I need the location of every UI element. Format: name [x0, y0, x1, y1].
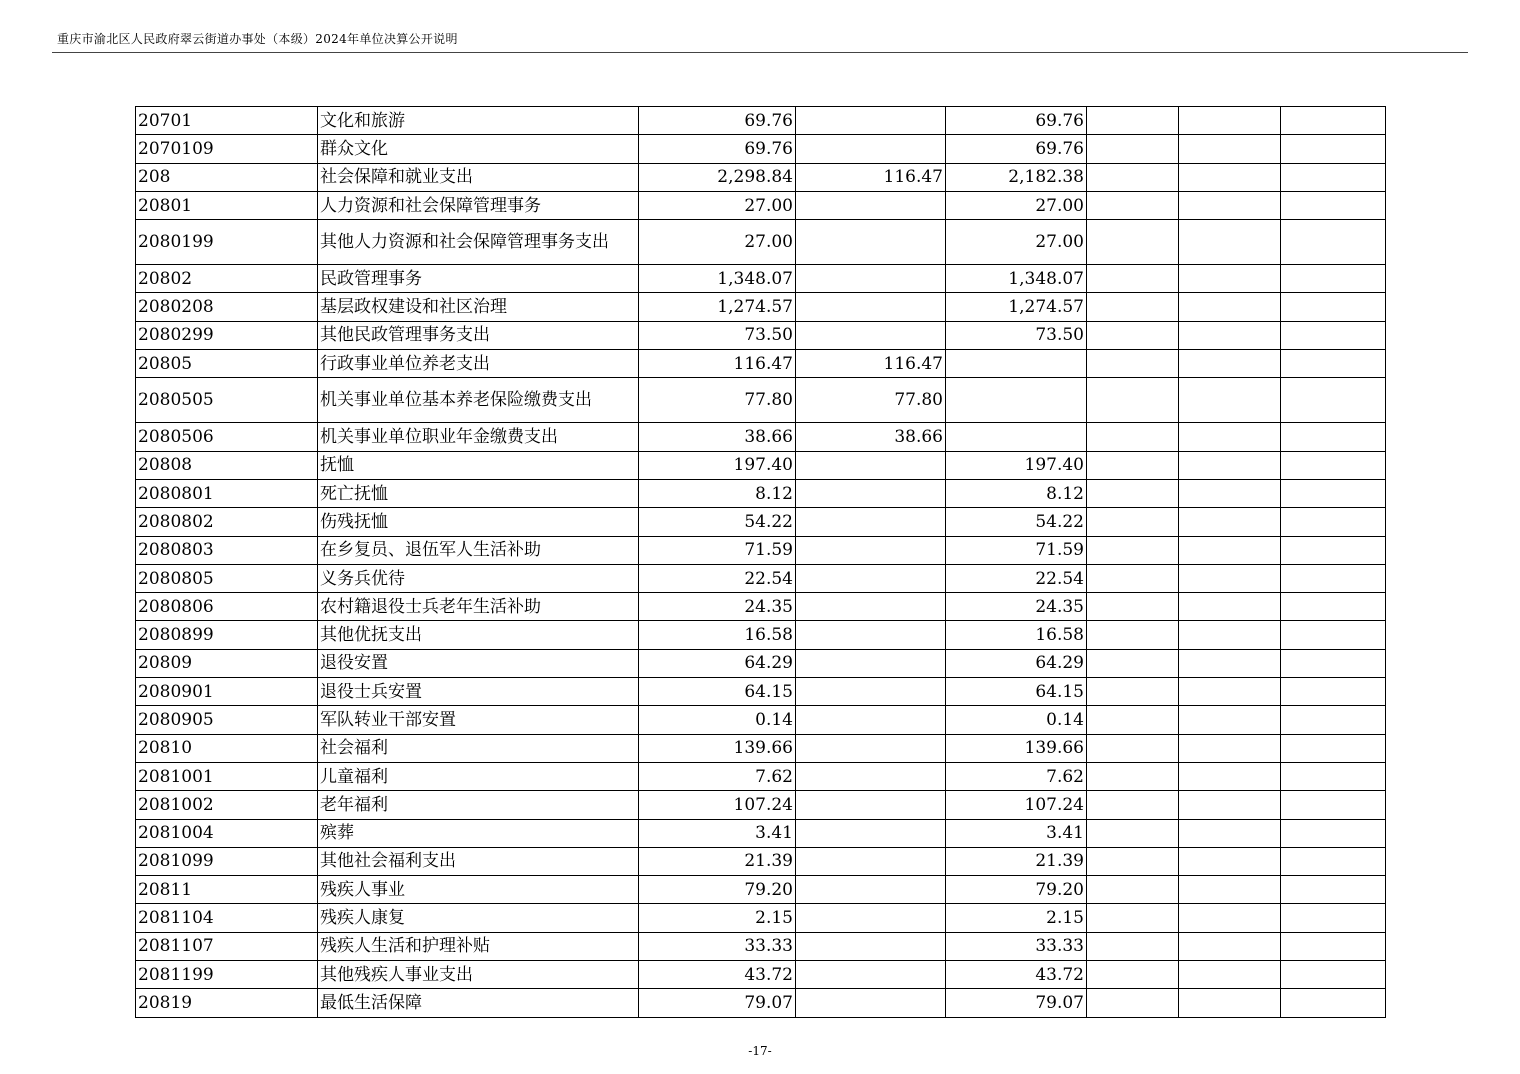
- cell-subject-code: 2080805: [136, 564, 318, 592]
- cell-blank: [1281, 791, 1386, 819]
- cell-total: 43.72: [639, 961, 796, 989]
- cell-subject-code: 2080901: [136, 678, 318, 706]
- cell-blank: [1087, 508, 1179, 536]
- cell-project-expenditure: 2.15: [946, 904, 1087, 932]
- cell-basic-expenditure: 77.80: [796, 378, 946, 423]
- cell-subject-name: 死亡抚恤: [318, 479, 639, 507]
- cell-total: 1,348.07: [639, 265, 796, 293]
- cell-blank: [1179, 791, 1281, 819]
- cell-blank: [1179, 904, 1281, 932]
- cell-blank: [1179, 762, 1281, 790]
- cell-basic-expenditure: [796, 621, 946, 649]
- cell-subject-name: 最低生活保障: [318, 989, 639, 1017]
- cell-subject-code: 20808: [136, 451, 318, 479]
- table-row: [136, 621, 1386, 649]
- cell-project-expenditure: 64.15: [946, 678, 1087, 706]
- cell-blank: [1281, 293, 1386, 321]
- cell-subject-code: 20810: [136, 734, 318, 762]
- cell-project-expenditure: 71.59: [946, 536, 1087, 564]
- cell-blank: [1281, 451, 1386, 479]
- cell-blank: [1281, 847, 1386, 875]
- cell-total: 33.33: [639, 932, 796, 960]
- cell-blank: [1179, 621, 1281, 649]
- cell-subject-code: 208: [136, 163, 318, 191]
- cell-basic-expenditure: [796, 265, 946, 293]
- cell-basic-expenditure: [796, 904, 946, 932]
- cell-blank: [1281, 678, 1386, 706]
- cell-blank: [1281, 191, 1386, 219]
- cell-basic-expenditure: [796, 107, 946, 135]
- cell-blank: [1087, 791, 1179, 819]
- cell-total: 54.22: [639, 508, 796, 536]
- cell-subject-name: 殡葬: [318, 819, 639, 847]
- cell-basic-expenditure: [796, 762, 946, 790]
- cell-total: 69.76: [639, 135, 796, 163]
- document-header-title: 重庆市渝北区人民政府翠云街道办事处（本级）2024年单位决算公开说明: [57, 32, 458, 46]
- cell-total: 0.14: [639, 706, 796, 734]
- cell-project-expenditure: 0.14: [946, 706, 1087, 734]
- cell-basic-expenditure: [796, 191, 946, 219]
- cell-subject-name: 残疾人康复: [318, 904, 639, 932]
- cell-blank: [1087, 350, 1179, 378]
- table-row: [136, 220, 1386, 265]
- cell-blank: [1087, 423, 1179, 451]
- cell-basic-expenditure: [796, 734, 946, 762]
- cell-blank: [1179, 989, 1281, 1017]
- cell-subject-code: 2080899: [136, 621, 318, 649]
- cell-blank: [1087, 220, 1179, 265]
- cell-basic-expenditure: [796, 989, 946, 1017]
- cell-project-expenditure: 27.00: [946, 191, 1087, 219]
- table-row: [136, 734, 1386, 762]
- cell-project-expenditure: 2,182.38: [946, 163, 1087, 191]
- cell-total: 8.12: [639, 479, 796, 507]
- cell-basic-expenditure: [796, 706, 946, 734]
- cell-subject-name: 农村籍退役士兵老年生活补助: [318, 593, 639, 621]
- cell-project-expenditure: [946, 350, 1087, 378]
- cell-blank: [1087, 706, 1179, 734]
- cell-subject-code: 2080505: [136, 378, 318, 423]
- cell-blank: [1179, 107, 1281, 135]
- cell-total: 27.00: [639, 191, 796, 219]
- cell-project-expenditure: 7.62: [946, 762, 1087, 790]
- page-number: -17-: [748, 1044, 772, 1058]
- cell-subject-name: 其他民政管理事务支出: [318, 321, 639, 349]
- cell-subject-name: 行政事业单位养老支出: [318, 350, 639, 378]
- cell-subject-name: 在乡复员、退伍军人生活补助: [318, 536, 639, 564]
- cell-basic-expenditure: [796, 932, 946, 960]
- cell-total: 139.66: [639, 734, 796, 762]
- expenditure-table: [135, 106, 1386, 1018]
- cell-blank: [1087, 961, 1179, 989]
- cell-blank: [1179, 961, 1281, 989]
- cell-blank: [1281, 508, 1386, 536]
- header-divider: [52, 52, 1468, 53]
- cell-total: 16.58: [639, 621, 796, 649]
- table-row: [136, 378, 1386, 423]
- cell-basic-expenditure: [796, 220, 946, 265]
- table-row: [136, 989, 1386, 1017]
- cell-blank: [1281, 536, 1386, 564]
- cell-blank: [1087, 451, 1179, 479]
- cell-blank: [1179, 293, 1281, 321]
- cell-subject-name: 其他优抚支出: [318, 621, 639, 649]
- cell-blank: [1179, 191, 1281, 219]
- cell-basic-expenditure: 116.47: [796, 350, 946, 378]
- cell-blank: [1281, 762, 1386, 790]
- cell-blank: [1281, 350, 1386, 378]
- cell-subject-name: 退役士兵安置: [318, 678, 639, 706]
- cell-subject-name: 人力资源和社会保障管理事务: [318, 191, 639, 219]
- cell-blank: [1087, 293, 1179, 321]
- cell-total: 24.35: [639, 593, 796, 621]
- cell-total: 64.15: [639, 678, 796, 706]
- cell-project-expenditure: 64.29: [946, 649, 1087, 677]
- cell-subject-name: 残疾人事业: [318, 876, 639, 904]
- cell-total: 2.15: [639, 904, 796, 932]
- cell-subject-name: 文化和旅游: [318, 107, 639, 135]
- cell-project-expenditure: 1,274.57: [946, 293, 1087, 321]
- cell-total: 116.47: [639, 350, 796, 378]
- cell-project-expenditure: 16.58: [946, 621, 1087, 649]
- cell-subject-code: 2080299: [136, 321, 318, 349]
- cell-subject-name: 军队转业干部安置: [318, 706, 639, 734]
- cell-subject-code: 2081107: [136, 932, 318, 960]
- cell-subject-code: 2080803: [136, 536, 318, 564]
- table-row: [136, 876, 1386, 904]
- cell-blank: [1179, 706, 1281, 734]
- cell-blank: [1087, 904, 1179, 932]
- cell-blank: [1087, 593, 1179, 621]
- cell-subject-name: 民政管理事务: [318, 265, 639, 293]
- cell-subject-code: 2080802: [136, 508, 318, 536]
- cell-total: 197.40: [639, 451, 796, 479]
- cell-subject-code: 20811: [136, 876, 318, 904]
- cell-subject-code: 20701: [136, 107, 318, 135]
- cell-blank: [1281, 423, 1386, 451]
- cell-blank: [1087, 321, 1179, 349]
- cell-blank: [1087, 191, 1179, 219]
- cell-basic-expenditure: 38.66: [796, 423, 946, 451]
- cell-project-expenditure: 197.40: [946, 451, 1087, 479]
- cell-subject-code: 2070109: [136, 135, 318, 163]
- cell-project-expenditure: 69.76: [946, 135, 1087, 163]
- table-row: [136, 593, 1386, 621]
- cell-project-expenditure: 27.00: [946, 220, 1087, 265]
- cell-blank: [1281, 163, 1386, 191]
- cell-basic-expenditure: [796, 135, 946, 163]
- cell-blank: [1281, 564, 1386, 592]
- cell-blank: [1179, 876, 1281, 904]
- cell-project-expenditure: 3.41: [946, 819, 1087, 847]
- cell-blank: [1087, 564, 1179, 592]
- cell-subject-code: 2080208: [136, 293, 318, 321]
- cell-blank: [1087, 378, 1179, 423]
- cell-project-expenditure: 1,348.07: [946, 265, 1087, 293]
- cell-blank: [1179, 734, 1281, 762]
- cell-blank: [1179, 508, 1281, 536]
- cell-blank: [1281, 649, 1386, 677]
- cell-blank: [1281, 107, 1386, 135]
- cell-total: 77.80: [639, 378, 796, 423]
- cell-basic-expenditure: [796, 649, 946, 677]
- cell-subject-code: 2080801: [136, 479, 318, 507]
- cell-subject-code: 20819: [136, 989, 318, 1017]
- cell-total: 27.00: [639, 220, 796, 265]
- table-row: [136, 706, 1386, 734]
- cell-blank: [1281, 706, 1386, 734]
- cell-basic-expenditure: [796, 451, 946, 479]
- table-row: [136, 536, 1386, 564]
- cell-subject-code: 2080806: [136, 593, 318, 621]
- cell-basic-expenditure: [796, 508, 946, 536]
- cell-subject-name: 机关事业单位基本养老保险缴费支出: [318, 378, 639, 423]
- cell-blank: [1087, 932, 1179, 960]
- cell-subject-name: 残疾人生活和护理补贴: [318, 932, 639, 960]
- cell-subject-name: 社会保障和就业支出: [318, 163, 639, 191]
- cell-blank: [1281, 593, 1386, 621]
- cell-total: 1,274.57: [639, 293, 796, 321]
- cell-blank: [1179, 350, 1281, 378]
- table-row: [136, 508, 1386, 536]
- cell-total: 38.66: [639, 423, 796, 451]
- table-row: [136, 293, 1386, 321]
- table-row: [136, 847, 1386, 875]
- cell-subject-name: 义务兵优待: [318, 564, 639, 592]
- cell-blank: [1087, 847, 1179, 875]
- cell-basic-expenditure: [796, 847, 946, 875]
- cell-total: 79.07: [639, 989, 796, 1017]
- cell-blank: [1281, 819, 1386, 847]
- cell-project-expenditure: [946, 423, 1087, 451]
- cell-subject-code: 20805: [136, 350, 318, 378]
- cell-total: 71.59: [639, 536, 796, 564]
- cell-blank: [1087, 536, 1179, 564]
- cell-blank: [1281, 220, 1386, 265]
- table-row: [136, 819, 1386, 847]
- table-row: [136, 107, 1386, 135]
- cell-blank: [1179, 536, 1281, 564]
- cell-total: 107.24: [639, 791, 796, 819]
- cell-project-expenditure: 79.07: [946, 989, 1087, 1017]
- cell-subject-code: 20801: [136, 191, 318, 219]
- table-row: [136, 451, 1386, 479]
- cell-blank: [1281, 904, 1386, 932]
- cell-blank: [1281, 479, 1386, 507]
- cell-basic-expenditure: [796, 321, 946, 349]
- table-row: [136, 564, 1386, 592]
- cell-total: 7.62: [639, 762, 796, 790]
- cell-subject-code: 20809: [136, 649, 318, 677]
- cell-blank: [1281, 378, 1386, 423]
- cell-subject-code: 2081199: [136, 961, 318, 989]
- cell-subject-name: 社会福利: [318, 734, 639, 762]
- cell-subject-name: 抚恤: [318, 451, 639, 479]
- table-row: [136, 649, 1386, 677]
- cell-blank: [1179, 321, 1281, 349]
- cell-blank: [1179, 135, 1281, 163]
- cell-basic-expenditure: [796, 564, 946, 592]
- cell-blank: [1281, 621, 1386, 649]
- table-row: [136, 135, 1386, 163]
- cell-total: 64.29: [639, 649, 796, 677]
- cell-blank: [1087, 265, 1179, 293]
- cell-blank: [1179, 423, 1281, 451]
- table-row: [136, 904, 1386, 932]
- cell-project-expenditure: 69.76: [946, 107, 1087, 135]
- cell-project-expenditure: 73.50: [946, 321, 1087, 349]
- cell-total: 21.39: [639, 847, 796, 875]
- cell-blank: [1087, 135, 1179, 163]
- cell-project-expenditure: 79.20: [946, 876, 1087, 904]
- cell-blank: [1179, 593, 1281, 621]
- cell-subject-code: 2081001: [136, 762, 318, 790]
- table-row: [136, 932, 1386, 960]
- cell-blank: [1179, 847, 1281, 875]
- cell-basic-expenditure: [796, 536, 946, 564]
- cell-project-expenditure: 21.39: [946, 847, 1087, 875]
- cell-blank: [1087, 989, 1179, 1017]
- cell-blank: [1179, 265, 1281, 293]
- table-row: [136, 791, 1386, 819]
- cell-total: 79.20: [639, 876, 796, 904]
- cell-blank: [1179, 479, 1281, 507]
- cell-blank: [1179, 163, 1281, 191]
- cell-blank: [1087, 734, 1179, 762]
- cell-subject-name: 退役安置: [318, 649, 639, 677]
- cell-blank: [1281, 961, 1386, 989]
- cell-blank: [1179, 451, 1281, 479]
- cell-subject-name: 老年福利: [318, 791, 639, 819]
- cell-total: 22.54: [639, 564, 796, 592]
- cell-blank: [1179, 378, 1281, 423]
- cell-blank: [1179, 678, 1281, 706]
- cell-subject-code: 20802: [136, 265, 318, 293]
- cell-blank: [1087, 819, 1179, 847]
- cell-blank: [1281, 265, 1386, 293]
- cell-total: 73.50: [639, 321, 796, 349]
- cell-basic-expenditure: [796, 791, 946, 819]
- cell-basic-expenditure: 116.47: [796, 163, 946, 191]
- cell-subject-code: 2081004: [136, 819, 318, 847]
- cell-project-expenditure: 107.24: [946, 791, 1087, 819]
- cell-basic-expenditure: [796, 876, 946, 904]
- cell-total: 3.41: [639, 819, 796, 847]
- cell-subject-name: 其他社会福利支出: [318, 847, 639, 875]
- cell-blank: [1281, 989, 1386, 1017]
- cell-blank: [1281, 734, 1386, 762]
- table-row: [136, 479, 1386, 507]
- cell-project-expenditure: 8.12: [946, 479, 1087, 507]
- cell-blank: [1087, 762, 1179, 790]
- cell-subject-name: 其他人力资源和社会保障管理事务支出: [318, 220, 639, 265]
- cell-subject-name: 儿童福利: [318, 762, 639, 790]
- cell-project-expenditure: 24.35: [946, 593, 1087, 621]
- table-row: [136, 321, 1386, 349]
- cell-project-expenditure: 22.54: [946, 564, 1087, 592]
- cell-blank: [1179, 564, 1281, 592]
- cell-blank: [1087, 678, 1179, 706]
- cell-basic-expenditure: [796, 819, 946, 847]
- cell-subject-code: 2081099: [136, 847, 318, 875]
- cell-blank: [1087, 876, 1179, 904]
- cell-blank: [1281, 876, 1386, 904]
- cell-blank: [1281, 321, 1386, 349]
- table-row: [136, 265, 1386, 293]
- cell-total: 69.76: [639, 107, 796, 135]
- cell-subject-code: 2081002: [136, 791, 318, 819]
- cell-blank: [1087, 107, 1179, 135]
- cell-subject-name: 机关事业单位职业年金缴费支出: [318, 423, 639, 451]
- cell-project-expenditure: 43.72: [946, 961, 1087, 989]
- cell-subject-code: 2080506: [136, 423, 318, 451]
- table-row: [136, 191, 1386, 219]
- cell-blank: [1179, 819, 1281, 847]
- cell-subject-code: 2081104: [136, 904, 318, 932]
- table-row: [136, 423, 1386, 451]
- cell-subject-name: 其他残疾人事业支出: [318, 961, 639, 989]
- table-row: [136, 762, 1386, 790]
- cell-basic-expenditure: [796, 479, 946, 507]
- cell-subject-code: 2080199: [136, 220, 318, 265]
- cell-blank: [1087, 621, 1179, 649]
- cell-total: 2,298.84: [639, 163, 796, 191]
- cell-blank: [1281, 135, 1386, 163]
- cell-project-expenditure: 139.66: [946, 734, 1087, 762]
- cell-blank: [1281, 932, 1386, 960]
- cell-basic-expenditure: [796, 593, 946, 621]
- table-body: [136, 107, 1386, 1018]
- cell-blank: [1087, 649, 1179, 677]
- table-row: [136, 163, 1386, 191]
- table-row: [136, 961, 1386, 989]
- cell-blank: [1087, 479, 1179, 507]
- table-row: [136, 350, 1386, 378]
- cell-blank: [1179, 220, 1281, 265]
- table-row: [136, 678, 1386, 706]
- cell-subject-code: 2080905: [136, 706, 318, 734]
- cell-project-expenditure: 33.33: [946, 932, 1087, 960]
- cell-project-expenditure: 54.22: [946, 508, 1087, 536]
- cell-blank: [1179, 932, 1281, 960]
- cell-subject-name: 伤残抚恤: [318, 508, 639, 536]
- cell-project-expenditure: [946, 378, 1087, 423]
- cell-subject-name: 基层政权建设和社区治理: [318, 293, 639, 321]
- cell-blank: [1087, 163, 1179, 191]
- cell-subject-name: 群众文化: [318, 135, 639, 163]
- cell-blank: [1179, 649, 1281, 677]
- cell-basic-expenditure: [796, 961, 946, 989]
- cell-basic-expenditure: [796, 293, 946, 321]
- cell-basic-expenditure: [796, 678, 946, 706]
